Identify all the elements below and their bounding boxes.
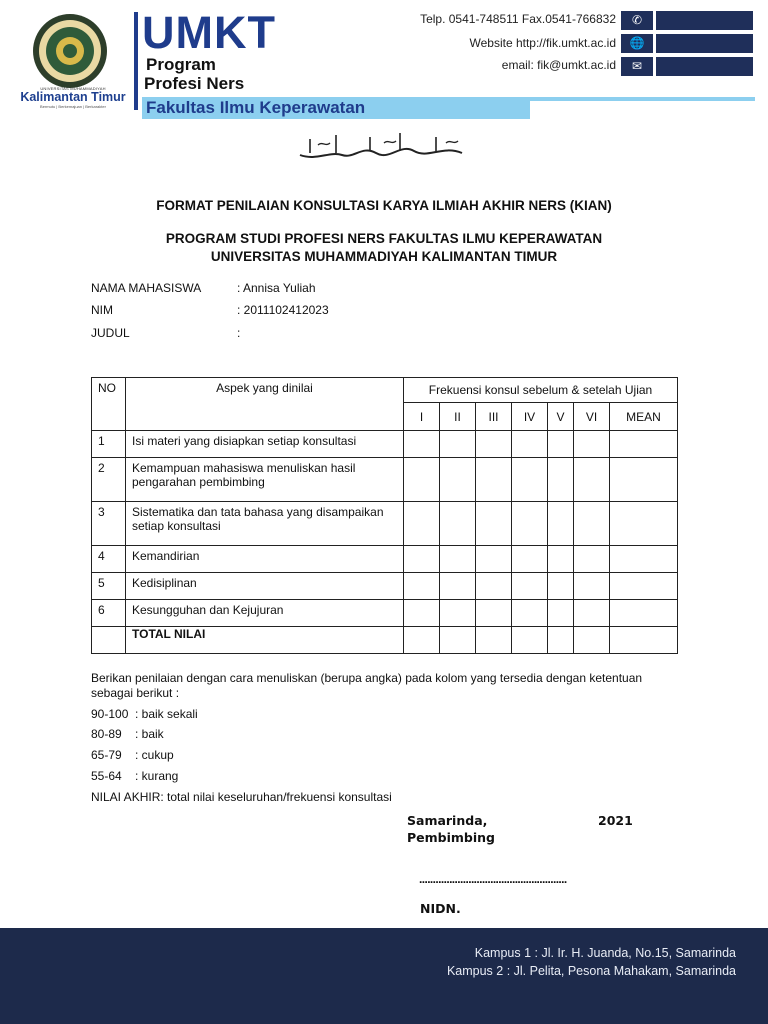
total-row xyxy=(92,627,678,654)
score-cell[interactable] xyxy=(548,546,574,573)
row-no: 2 xyxy=(92,458,126,502)
logo-caption xyxy=(18,86,128,109)
envelope-icon: ✉ xyxy=(621,57,653,76)
score-cell[interactable] xyxy=(440,600,476,627)
instruction-line2: sebagai berikut : xyxy=(91,686,180,700)
row-aspect: Kesungguhan dan Kejujuran xyxy=(126,600,404,627)
total-cell[interactable] xyxy=(476,627,512,654)
contact-email: email: fik@umkt.ac.id xyxy=(501,58,616,72)
total-cell[interactable] xyxy=(512,627,548,654)
program-line2: Profesi Ners xyxy=(144,74,245,93)
mean-cell[interactable] xyxy=(610,458,678,502)
score-cell[interactable] xyxy=(440,573,476,600)
row-aspect: Kemandirian xyxy=(126,546,404,573)
score-cell[interactable] xyxy=(512,458,548,502)
row-no: 5 xyxy=(92,573,126,600)
header-aspect: Aspek yang dinilai xyxy=(126,378,404,431)
score-cell[interactable] xyxy=(548,600,574,627)
score-cell[interactable] xyxy=(476,502,512,546)
subheader-col: I xyxy=(404,403,440,431)
row-no: 3 xyxy=(92,502,126,546)
score-cell[interactable] xyxy=(476,573,512,600)
score-cell[interactable] xyxy=(574,502,610,546)
score-cell[interactable] xyxy=(548,431,574,458)
table-row xyxy=(92,458,678,502)
nidn-label: NIDN. xyxy=(420,901,461,916)
row-aspect: Kemampuan mahasiswa menuliskan hasil pengarahan pembimbing xyxy=(126,458,404,502)
row-aspect: Sistematika dan tata bahasa yang disampaikan setiap konsultasi xyxy=(126,502,404,546)
campus2-address: Kampus 2 : Jl. Pelita, Pesona Mahakam, Samarinda xyxy=(446,964,736,978)
student-name-value: : Annisa Yuliah xyxy=(237,281,316,295)
score-cell[interactable] xyxy=(440,431,476,458)
score-cell[interactable] xyxy=(404,573,440,600)
table-row xyxy=(92,431,678,458)
score-cell[interactable] xyxy=(548,458,574,502)
mean-cell[interactable] xyxy=(610,600,678,627)
header-frequency: Frekuensi konsul sebelum & setelah Ujian xyxy=(404,378,678,403)
scale-range: 55-64 xyxy=(91,769,122,783)
table-row xyxy=(92,502,678,546)
score-cell[interactable] xyxy=(512,573,548,600)
campus1-address: Kampus 1 : Jl. Ir. H. Juanda, No.15, Samarinda xyxy=(474,946,736,960)
basmala-calligraphy xyxy=(296,131,466,165)
total-cell[interactable] xyxy=(548,627,574,654)
header-no: NO xyxy=(92,378,126,431)
logo-caption-small: UNIVERSITAS MUHAMMADIYAH xyxy=(40,86,106,91)
contact-bar xyxy=(656,34,753,53)
header-divider xyxy=(134,12,138,110)
score-cell[interactable] xyxy=(574,458,610,502)
scale-label: : kurang xyxy=(135,769,179,783)
scale-range: 90-100 xyxy=(91,707,129,721)
logo-caption-main: Kalimantan Timur xyxy=(20,90,126,104)
score-cell[interactable] xyxy=(404,458,440,502)
subheader-mean: MEAN xyxy=(610,403,678,431)
total-no-cell xyxy=(92,627,126,654)
score-cell[interactable] xyxy=(440,546,476,573)
row-no: 1 xyxy=(92,431,126,458)
thesis-title-label: JUDUL xyxy=(91,326,130,340)
header-accent-line xyxy=(530,97,755,101)
score-cell[interactable] xyxy=(440,458,476,502)
row-aspect: Kedisiplinan xyxy=(126,573,404,600)
score-cell[interactable] xyxy=(548,502,574,546)
total-mean-cell[interactable] xyxy=(610,627,678,654)
table-row xyxy=(92,573,678,600)
score-cell[interactable] xyxy=(404,502,440,546)
footer-banner xyxy=(0,928,768,1024)
mean-cell[interactable] xyxy=(610,546,678,573)
table-row xyxy=(92,600,678,627)
nim-label: NIM xyxy=(91,303,113,317)
faculty-banner xyxy=(142,97,530,119)
score-cell[interactable] xyxy=(476,546,512,573)
student-name-label: NAMA MAHASISWA xyxy=(91,281,202,295)
subheader-col: V xyxy=(548,403,574,431)
row-aspect: Isi materi yang disiapkan setiap konsultasi xyxy=(126,431,404,458)
thesis-title-value: : xyxy=(237,326,241,340)
subheader-col: III xyxy=(476,403,512,431)
score-cell[interactable] xyxy=(512,600,548,627)
scale-label: : baik sekali xyxy=(135,707,198,721)
score-cell[interactable] xyxy=(574,600,610,627)
signature-line: ...................................................... xyxy=(419,872,567,886)
signature-place: Samarinda, xyxy=(407,813,488,828)
mean-cell[interactable] xyxy=(610,431,678,458)
nim-value: : 2011102412023 xyxy=(237,303,329,317)
row-no: 4 xyxy=(92,546,126,573)
score-cell[interactable] xyxy=(512,546,548,573)
total-label: TOTAL NILAI xyxy=(126,627,404,654)
globe-icon: 🌐 xyxy=(621,34,653,53)
university-logo xyxy=(26,12,114,90)
contact-bar xyxy=(656,11,753,30)
score-cell[interactable] xyxy=(548,573,574,600)
assessment-table xyxy=(91,377,678,654)
scale-range: 65-79 xyxy=(91,748,122,762)
form-title: FORMAT PENILAIAN KONSULTASI KARYA ILMIAH AKHIR NERS (KIAN) xyxy=(156,198,612,213)
score-cell[interactable] xyxy=(512,502,548,546)
score-cell[interactable] xyxy=(404,546,440,573)
total-cell[interactable] xyxy=(404,627,440,654)
final-score-note: NILAI AKHIR: total nilai keseluruhan/frekuensi konsultasi xyxy=(91,790,392,804)
score-cell[interactable] xyxy=(574,546,610,573)
score-cell[interactable] xyxy=(476,600,512,627)
total-cell[interactable] xyxy=(440,627,476,654)
logo-caption-tagline: Bermutu | Berkemajuan | Berkarakter xyxy=(40,104,106,109)
instruction-line1: Berikan penilaian dengan cara menuliskan (berupa angka) pada kolom yang tersedia dengan ketentuan xyxy=(91,671,643,685)
subheader-col: IV xyxy=(512,403,548,431)
score-cell[interactable] xyxy=(574,431,610,458)
score-cell[interactable] xyxy=(404,600,440,627)
signature-role: Pembimbing xyxy=(407,830,496,845)
scale-label: : baik xyxy=(135,727,164,741)
program-line1: Program xyxy=(146,55,216,74)
score-cell[interactable] xyxy=(512,431,548,458)
program-title: PROGRAM STUDI PROFESI NERS FAKULTAS ILMU KEPERAWATAN xyxy=(165,231,603,246)
mean-cell[interactable] xyxy=(610,502,678,546)
score-cell[interactable] xyxy=(476,458,512,502)
contact-phone: Telp. 0541-748511 Fax.0541-766832 xyxy=(420,12,616,26)
subheader-col: VI xyxy=(574,403,610,431)
phone-icon: ✆ xyxy=(621,11,653,30)
total-cell[interactable] xyxy=(574,627,610,654)
signature-year: 2021 xyxy=(598,813,633,828)
row-no: 6 xyxy=(92,600,126,627)
mean-cell[interactable] xyxy=(610,573,678,600)
scale-label: : cukup xyxy=(135,748,174,762)
faculty-name: Fakultas Ilmu Keperawatan xyxy=(146,98,366,117)
subheader-col: II xyxy=(440,403,476,431)
score-cell[interactable] xyxy=(574,573,610,600)
score-cell[interactable] xyxy=(440,502,476,546)
score-cell[interactable] xyxy=(476,431,512,458)
score-cell[interactable] xyxy=(404,431,440,458)
contact-bar xyxy=(656,57,753,76)
contact-website: Website http://fik.umkt.ac.id xyxy=(469,36,616,50)
university-title: UNIVERSITAS MUHAMMADIYAH KALIMANTAN TIMUR xyxy=(210,249,558,264)
brand-name: UMKT xyxy=(142,7,276,58)
letterhead xyxy=(0,0,768,130)
table-row xyxy=(92,546,678,573)
scale-range: 80-89 xyxy=(91,727,122,741)
